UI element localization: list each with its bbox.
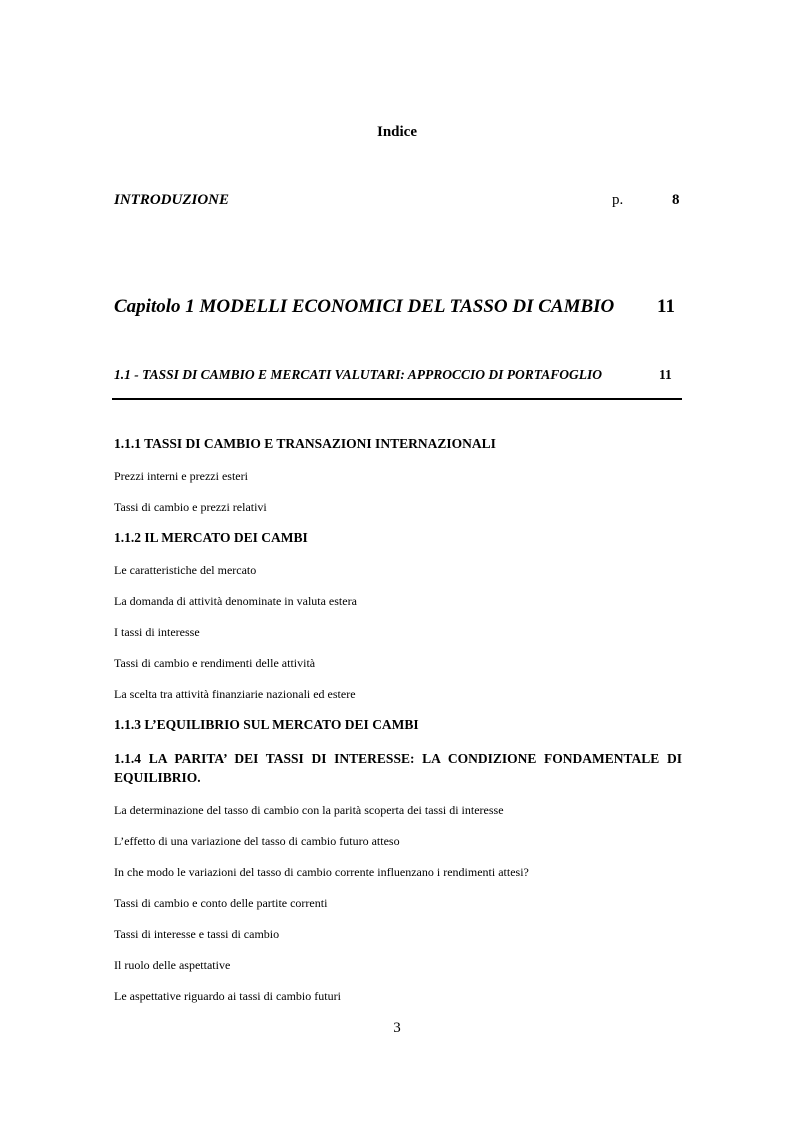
toc-entry: La determinazione del tasso di cambio con la parità scoperta dei tassi di interesse: [114, 803, 504, 817]
toc-chapter-page: 11: [657, 296, 675, 317]
toc-entry: In che modo le variazioni del tasso di cambio corrente influenzano i rendimenti attesi?: [114, 865, 529, 879]
toc-section-page: 11: [659, 367, 672, 382]
toc-subsection-heading: 1.1.3 L’EQUILIBRIO SUL MERCATO DEI CAMBI: [114, 717, 419, 732]
toc-entry: Tassi di cambio e prezzi relativi: [114, 500, 267, 514]
section-divider: [112, 398, 682, 400]
toc-entry: Tassi di cambio e rendimenti delle attività: [114, 656, 316, 670]
toc-subsection-heading: 1.1.4 LA PARITA’ DEI TASSI DI INTERESSE: LA CONDIZIONE FONDAMENTALE DI EQUILIBRIO.: [114, 751, 682, 785]
toc-intro-label: INTRODUZIONE: [114, 192, 230, 208]
toc-intro-p-marker: p.: [612, 192, 624, 208]
toc-entry: Tassi di cambio e conto delle partite correnti: [114, 896, 328, 910]
toc-entry: Prezzi interni e prezzi esteri: [114, 469, 248, 483]
toc-entry: La scelta tra attività finanziarie nazionali ed estere: [114, 687, 356, 701]
toc-entry: Il ruolo delle aspettative: [114, 958, 231, 972]
toc-entry: L’effetto di una variazione del tasso di cambio futuro atteso: [114, 834, 400, 848]
toc-entry: I tassi di interesse: [114, 625, 200, 639]
page-number: 3: [393, 1020, 401, 1036]
toc-entry: Tassi di interesse e tassi di cambio: [114, 927, 280, 941]
toc-subsection-heading: 1.1.1 TASSI DI CAMBIO E TRANSAZIONI INTERNAZIONALI: [114, 436, 496, 451]
toc-chapter-label: Capitolo 1 MODELLI ECONOMICI DEL TASSO DI CAMBIO: [114, 296, 615, 317]
toc-subsection-heading: 1.1.2 IL MERCATO DEI CAMBI: [114, 530, 308, 545]
toc-entry: Le caratteristiche del mercato: [114, 563, 257, 577]
toc-entry: La domanda di attività denominate in valuta estera: [114, 594, 357, 608]
toc-intro-page: 8: [672, 192, 680, 208]
toc-entry: Le aspettative riguardo ai tassi di cambio futuri: [114, 989, 341, 1003]
page-title: Indice: [376, 124, 417, 140]
toc-section-label: 1.1 - TASSI DI CAMBIO E MERCATI VALUTARI: APPROCCIO DI PORTAFOGLIO: [114, 367, 602, 382]
